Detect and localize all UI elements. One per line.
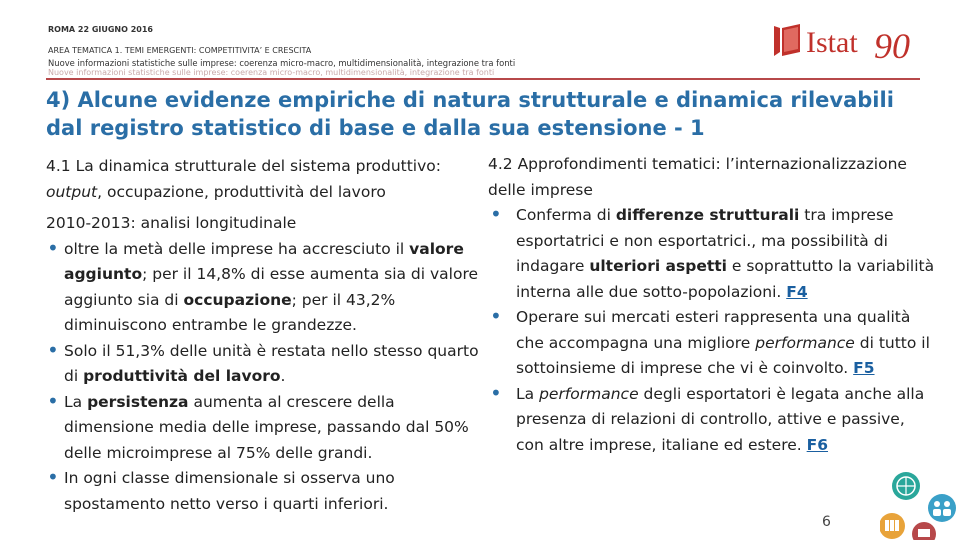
bullet-icon: • — [490, 380, 502, 405]
conference-date: ROMA 22 GIUGNO 2016 — [48, 25, 153, 34]
page-number: 6 — [822, 514, 831, 530]
bullet-icon: • — [490, 304, 502, 328]
left-bullet-1: • oltre la metà delle imprese ha accresciuto il valore aggiunto; per il 14,8% di esse aumenta sia di valore aggiunto sia di occupazione; per il 43,2% diminuiscono entrambe le grandezze. — [47, 235, 479, 334]
globe-icon — [892, 472, 920, 500]
bullet-icon: • — [490, 202, 502, 226]
left-subheading: 2010-2013: analisi longitudinale — [46, 214, 297, 232]
bullet-icon: • — [47, 337, 59, 362]
bullet-icon: • — [47, 388, 59, 413]
istat-logo-anniversary: 90 — [874, 26, 910, 66]
istat-logo-text: Istat — [806, 26, 858, 59]
session-title-ghost: Nuove informazioni statistiche sulle imprese: coerenza micro-macro, multidimensionalità, integrazione tra fonti — [48, 68, 495, 77]
figure-link-f6[interactable]: F6 — [806, 435, 829, 454]
istat-logo — [770, 16, 930, 70]
right-bullet-1: • Conferma di differenze strutturali tra imprese esportatrici e non esportatrici., ma possibilità di indagare ulteriori aspetti e soprattutto la variabilità interna alle due sotto-popolazioni. F4 — [490, 202, 935, 301]
left-bullet-3: • La persistenza aumenta al crescere della dimensione media delle imprese, passando dal 50% delle microimprese al 75% delle grandi. — [47, 388, 469, 462]
figure-link-f5[interactable]: F5 — [853, 359, 875, 377]
books-icon — [880, 513, 905, 539]
header-divider — [46, 78, 920, 80]
decorative-icons — [880, 458, 960, 540]
figure-link-f4[interactable]: F4 — [786, 282, 808, 301]
left-heading: 4.1 La dinamica strutturale del sistema produttivo: output, occupazione, produttività del lavoro — [46, 157, 441, 201]
slide-title: 4) Alcune evidenze empiriche di natura strutturale e dinamica rilevabili dal registro statistico di base e dalla sua estensione - 1 — [46, 88, 894, 140]
people-icon — [928, 494, 956, 522]
building-icon — [912, 522, 936, 540]
left-column — [46, 154, 486, 517]
thematic-area: AREA TEMATICA 1. TEMI EMERGENTI: COMPETITIVITA’ E CRESCITA — [48, 46, 312, 55]
right-bullet-3: • La performance degli esportatori è legata anche alla presenza di relazioni di controllo, attive e passive, con altre imprese, italiane ed estere. F6 — [490, 380, 925, 454]
left-bullet-4: • In ogni classe dimensionale si osserva uno spostamento netto verso i quarti inferiori. — [47, 465, 395, 513]
left-bullet-2: • Solo il 51,3% delle unità è restata nello stesso quarto di produttività del lavoro. — [47, 337, 479, 385]
session-title: Nuove informazioni statistiche sulle imprese: coerenza micro-macro, multidimensionalità, integrazione tra fonti — [48, 58, 516, 68]
istat-logo-icon — [774, 24, 800, 56]
bullet-icon: • — [47, 465, 59, 489]
right-column — [488, 152, 936, 458]
right-bullet-2: • Operare sui mercati esteri rappresenta una qualità che accompagna una migliore performance di tutto il sottoinsieme di imprese che vi è coinvolto. F5 — [490, 304, 930, 377]
right-heading: 4.2 Approfondimenti tematici: l’internazionalizzazione delle imprese — [488, 155, 907, 199]
bullet-icon: • — [47, 235, 59, 260]
